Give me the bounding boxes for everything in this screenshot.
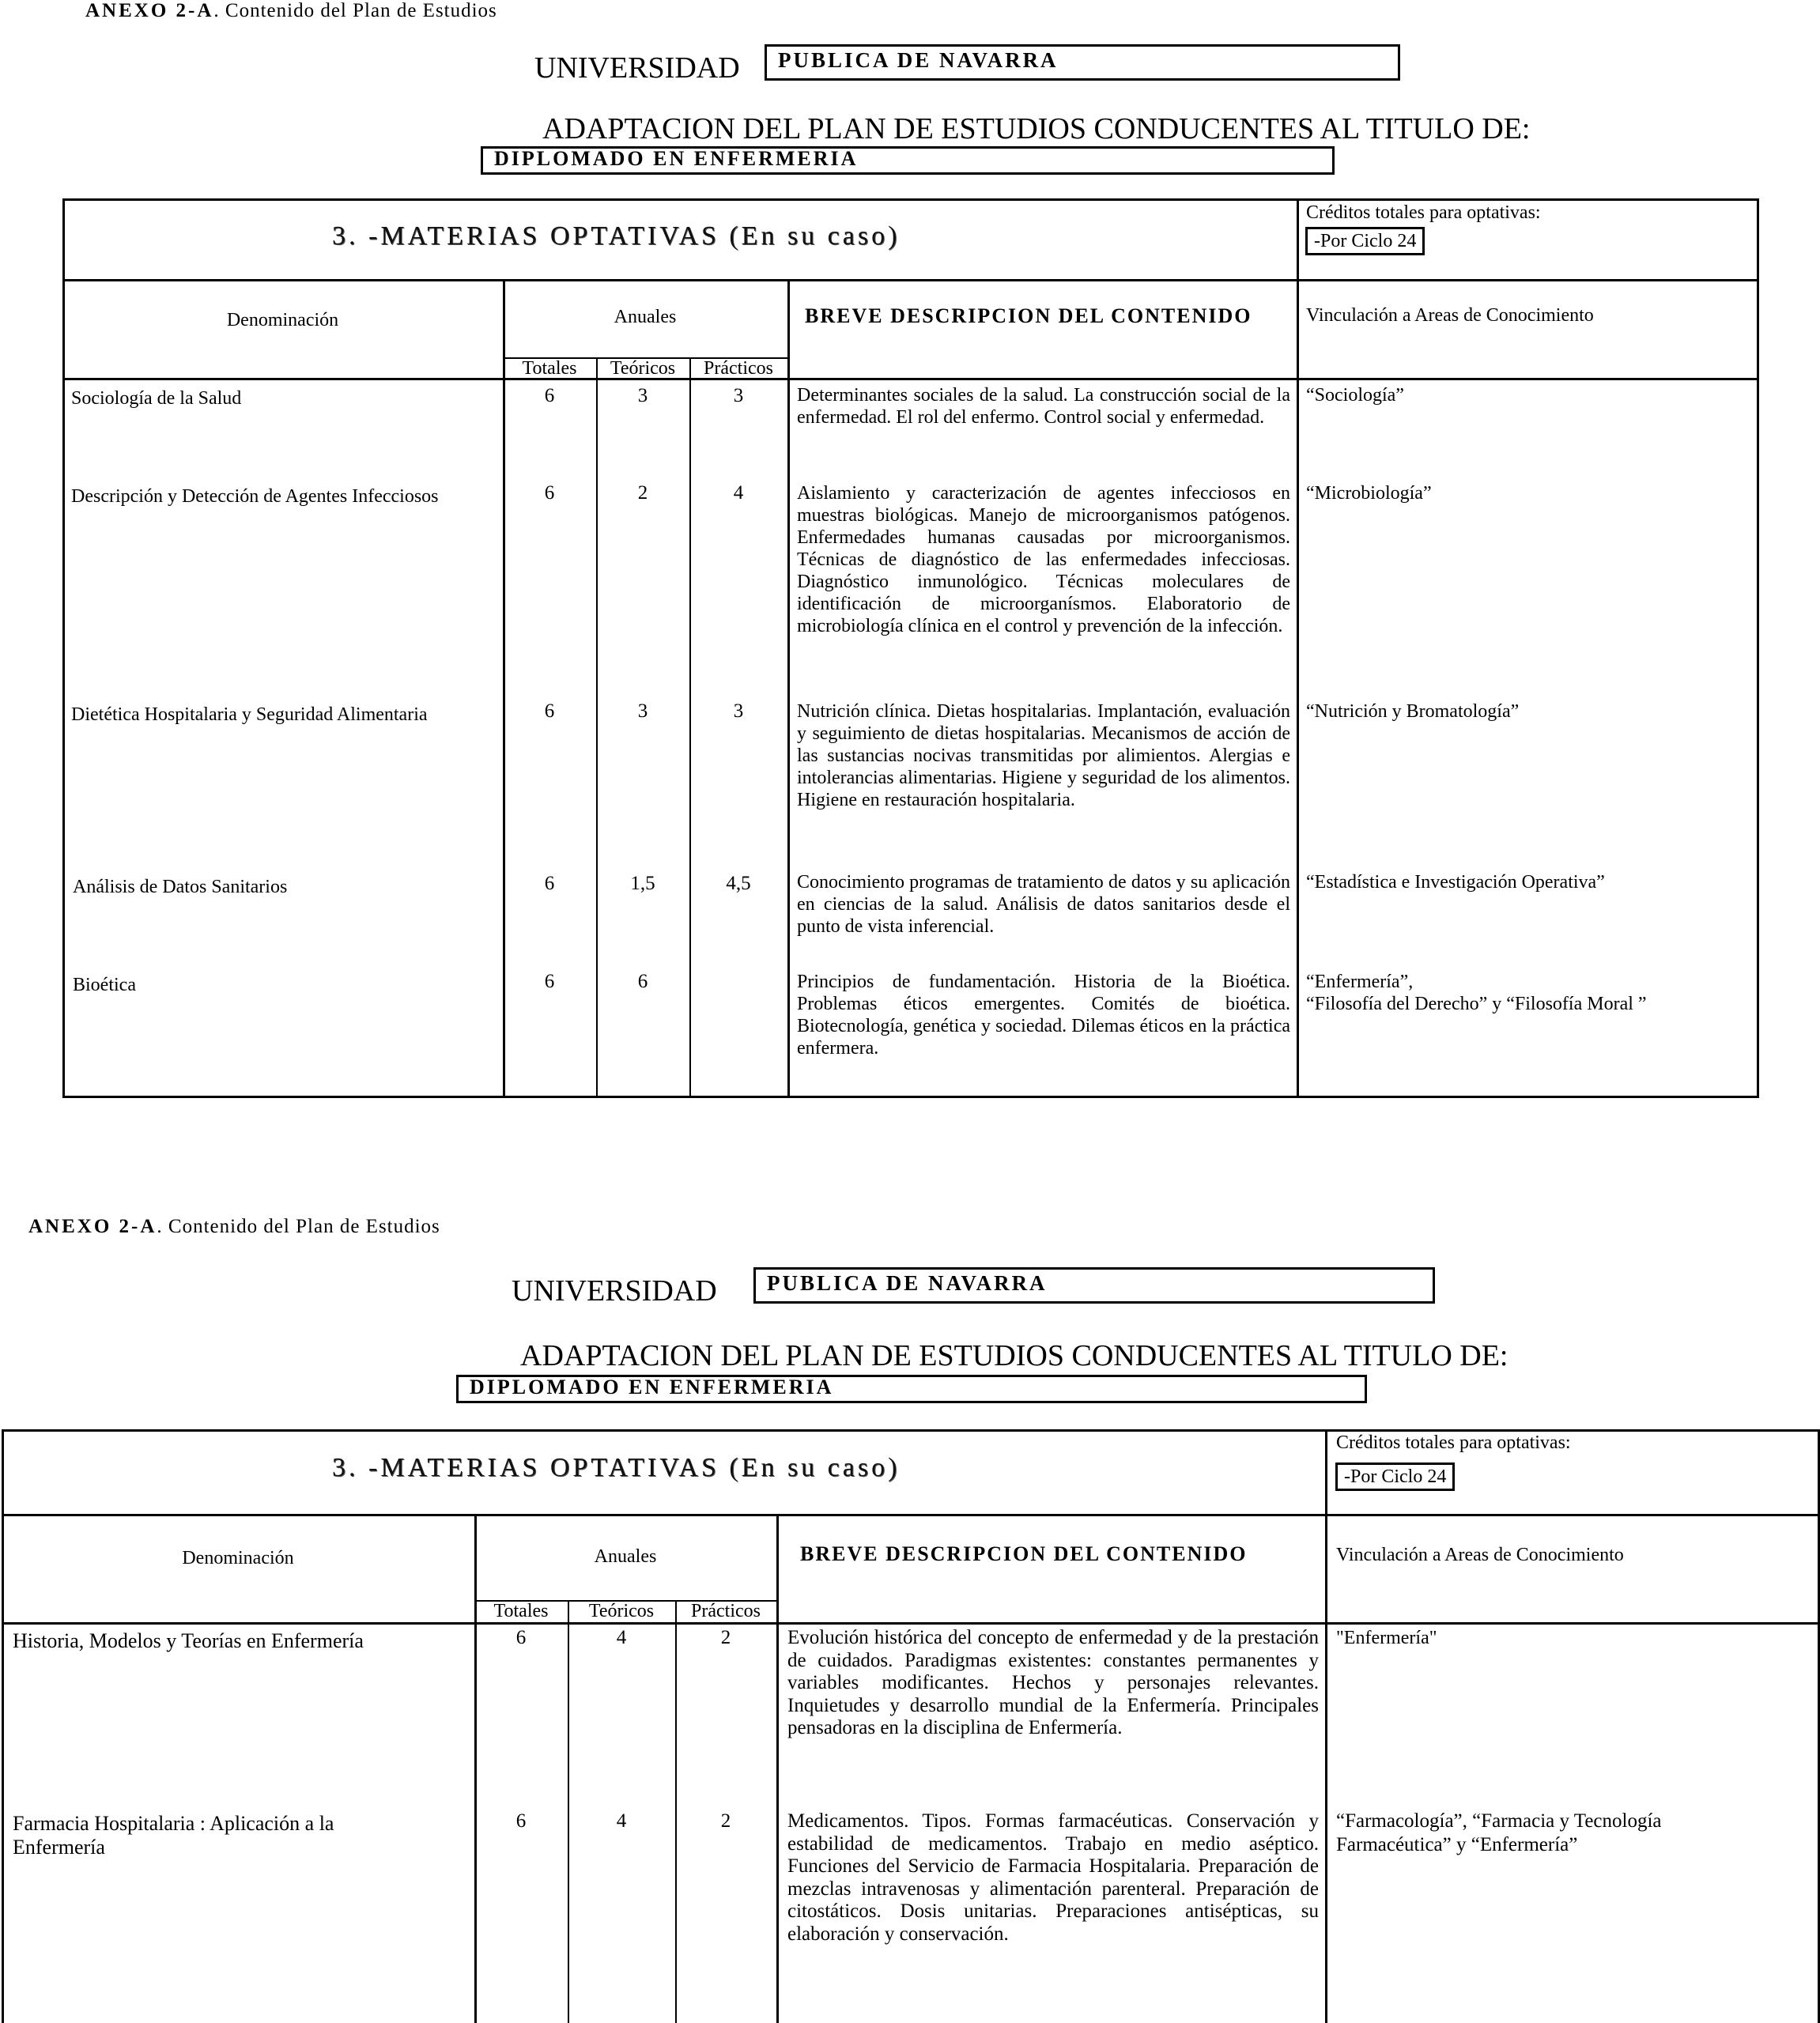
row-area: “Filosofía del Derecho” y “Filosofía Moral ” — [1306, 994, 1647, 1014]
row-teoricos: 3 — [637, 700, 648, 722]
degree-name: DIPLOMADO EN ENFERMERIA — [470, 1376, 834, 1398]
row-totales: 6 — [544, 873, 555, 894]
table-row-name: Análisis de Datos Sanitarios — [73, 877, 288, 897]
row-totales: 6 — [515, 1810, 527, 1832]
adaptation-title: ADAPTACION DEL PLAN DE ESTUDIOS CONDUCENTES AL TITULO DE: — [520, 1339, 1508, 1372]
row-practicos: 3 — [733, 700, 744, 722]
degree-name: DIPLOMADO EN ENFERMERIA — [494, 147, 859, 170]
row-teoricos: 1,5 — [630, 873, 655, 894]
credits-value: -Por Ciclo 24 — [1335, 1463, 1455, 1491]
annex-heading: ANEXO 2-A. Contenido del Plan de Estudios — [28, 1216, 440, 1237]
row-totales: 6 — [544, 385, 555, 406]
header-denominacion: Denominación — [182, 1548, 294, 1568]
table-title: 3. -MATERIAS OPTATIVAS (En su caso) — [332, 221, 901, 251]
row-description: Determinantes sociales de la salud. La construcción social de la enfermedad. El rol del enfermo. Control social y enfermedad. — [797, 385, 1290, 428]
university-name: PUBLICA DE NAVARRA — [778, 48, 1059, 72]
rule — [474, 1514, 477, 2023]
row-description: Aislamiento y caracterización de agentes infecciosos en muestras biológicas. Manejo de microorganismos patógenos. Enfermedades humanas causadas por microorganismos. Técnicas de diagnóstico de las enfermedades infecciosas. Diagnóstico inmunológico. Técnicas moleculares de identificación de microorganísmos. Elaboratorio de microbiología clínica en el control y prevención de la infección. — [797, 483, 1290, 636]
header-descripcion: BREVE DESCRIPCION DEL CONTENIDO — [805, 304, 1252, 327]
row-totales: 6 — [515, 1627, 527, 1648]
rule — [1297, 198, 1299, 1098]
row-teoricos: 4 — [616, 1810, 627, 1832]
rule — [776, 1514, 779, 2023]
row-area: “Farmacología”, “Farmacia y Tecnología — [1336, 1810, 1662, 1832]
table-row-name: Farmacia Hospitalaria : Aplicación a la Enfermería — [13, 1812, 334, 1859]
row-teoricos: 4 — [616, 1627, 627, 1648]
row-area: “Enfermería”, — [1306, 972, 1414, 992]
table-row-name: Descripción y Detección de Agentes Infecciosos — [71, 486, 439, 507]
row-totales: 6 — [544, 971, 555, 992]
header-vinculacion: Vinculación a Areas de Conocimiento — [1306, 305, 1594, 326]
header-vinculacion: Vinculación a Areas de Conocimiento — [1336, 1545, 1624, 1565]
rule — [62, 378, 1759, 380]
university-name: PUBLICA DE NAVARRA — [767, 1271, 1048, 1295]
rule — [787, 279, 790, 1098]
row-teoricos: 3 — [637, 385, 648, 406]
rule — [689, 357, 691, 1098]
rule — [2, 1622, 1820, 1625]
table-row-name: Bioética — [73, 975, 136, 995]
header-practicos: Prácticos — [704, 358, 773, 379]
optativas-table — [62, 198, 1759, 1098]
row-area: "Enfermería" — [1336, 1628, 1437, 1648]
row-area: “Microbiología” — [1306, 483, 1432, 504]
row-teoricos: 6 — [637, 971, 648, 992]
row-practicos: 4 — [733, 482, 744, 504]
row-area: “Estadística e Investigación Operativa” — [1306, 872, 1605, 893]
rule — [2, 1514, 1820, 1516]
university-name-box — [765, 44, 1400, 81]
university-name-box — [753, 1267, 1435, 1304]
row-area: Farmacéutica” y “Enfermería” — [1336, 1834, 1578, 1855]
table-title: 3. -MATERIAS OPTATIVAS (En su caso) — [332, 1453, 901, 1482]
university-label: UNIVERSIDAD — [534, 51, 740, 85]
degree-box — [481, 146, 1335, 175]
header-teoricos: Teóricos — [610, 358, 676, 379]
row-area: “Nutrición y Bromatología” — [1306, 701, 1520, 722]
row-area: “Sociología” — [1306, 385, 1404, 406]
row-practicos: 2 — [720, 1810, 731, 1832]
header-descripcion: BREVE DESCRIPCION DEL CONTENIDO — [800, 1542, 1248, 1565]
header-teoricos: Teóricos — [588, 1601, 655, 1621]
row-description: Conocimiento programas de tratamiento de datos y su aplicación en ciencias de la salud. Análisis de datos sanitarios desde el punto de vista inferencial. — [797, 872, 1290, 937]
header-practicos: Prácticos — [691, 1601, 761, 1621]
adaptation-title: ADAPTACION DEL PLAN DE ESTUDIOS CONDUCENTES AL TITULO DE: — [542, 112, 1531, 145]
row-description: Medicamentos. Tipos. Formas farmacéuticas. Conservación y estabilidad de medicamentos. Trabajo en medio aséptico. Funciones del Servicio de Farmacia Hospitalaria. Preparación de mezclas intravenosas y alimentación parenteral. Preparación de citostáticos. Dosis unitarias. Preparaciones antisépticas, su elaboración y conservación. — [787, 1810, 1319, 1945]
row-description: Nutrición clínica. Dietas hospitalarias. Implantación, evaluación y seguimiento de dietas hospitalarias. Mecanismos de acción de las sustancias nocivas transmitidas por alimientos. Alergias e intolerancias alimentarias. Higiene y seguridad de los alimentos. Higiene en restauración hospitalaria. — [797, 701, 1290, 810]
header-denominacion: Denominación — [226, 310, 339, 330]
credits-value: -Por Ciclo 24 — [1305, 227, 1425, 255]
row-description: Evolución histórica del concepto de enfermedad y de la prestación de cuidados. Paradigmas existentes: constantes permanentes y variables modificantes. Hechos y personajes relevantes. Inquietudes y desarrollo mundial de la Enfermería. Principales pensadoras en la disciplina de Enfermería. — [787, 1627, 1319, 1738]
annex-heading: ANEXO 2-A. Contenido del Plan de Estudios — [85, 0, 497, 21]
rule — [62, 279, 1759, 281]
degree-box — [456, 1375, 1367, 1403]
university-label: UNIVERSIDAD — [512, 1274, 717, 1308]
header-anuales: Anuales — [594, 1546, 657, 1567]
row-totales: 6 — [544, 700, 555, 722]
header-totales: Totales — [522, 358, 577, 379]
credits-label: Créditos totales para optativas: — [1306, 202, 1541, 223]
row-practicos: 3 — [733, 385, 744, 406]
row-practicos: 4,5 — [726, 873, 751, 894]
rule — [1325, 1429, 1327, 2023]
table-row-name: Sociología de la Salud — [71, 388, 242, 409]
row-teoricos: 2 — [637, 482, 648, 504]
header-anuales: Anuales — [614, 307, 677, 327]
row-description: Principios de fundamentación. Historia de la Bioética. Problemas éticos emergentes. Comités de bioética. Biotecnología, genética y sociedad. Dilemas éticos en la práctica enfermera. — [797, 972, 1290, 1059]
table-row-name: Dietética Hospitalaria y Seguridad Alimentaria — [71, 704, 428, 725]
credits-label: Créditos totales para optativas: — [1336, 1432, 1571, 1453]
table-row-name: Historia, Modelos y Teorías en Enfermería — [13, 1629, 364, 1652]
header-totales: Totales — [493, 1601, 549, 1621]
row-practicos: 2 — [720, 1627, 731, 1648]
row-totales: 6 — [544, 482, 555, 504]
